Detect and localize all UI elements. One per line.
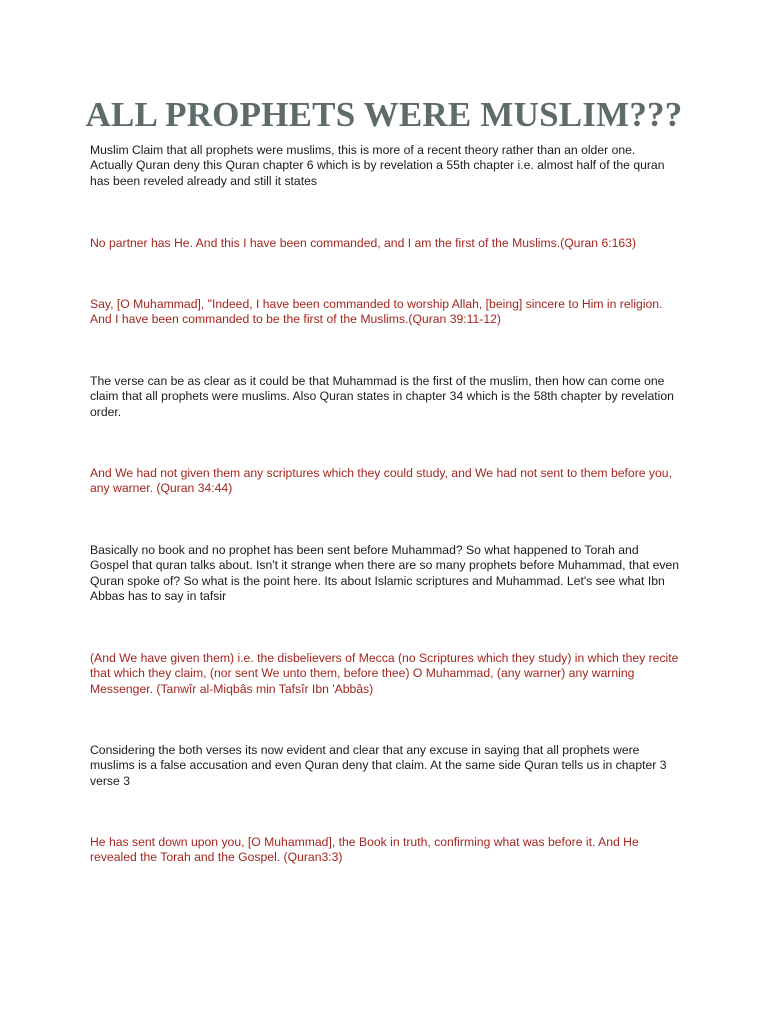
quote-quran-3-3: He has sent down upon you, [O Muhammad], the Book in truth, confirming what was before it. And He revealed the Torah and the Gospel. (Quran3:3)	[90, 835, 639, 865]
body-paragraph-intro: Muslim Claim that all prophets were muslims, this is more of a recent theory rather than an older one. Actually Quran deny this Quran chapter 6 which is by revelation a 55th chapter i.e. almost half of the quran has been reveled already and still it states	[90, 143, 665, 188]
quote-quran-6-163: No partner has He. And this I have been commanded, and I am the first of the Muslims.(Quran 6:163)	[90, 236, 637, 250]
quote-quran-34-44: And We had not given them any scriptures which they could study, and We had not sent to them before you, any warner. (Quran 34:44)	[90, 466, 672, 496]
body-paragraph-first-muslim: The verse can be as clear as it could be that Muhammad is the first of the muslim, then how can come one claim that all prophets were muslims. Also Quran states in chapter 34 which is the 58th chapter by revelation order.	[90, 374, 674, 419]
quote-quran-39-11-12: Say, [O Muhammad], "Indeed, I have been commanded to worship Allah, [being] sincere to Him in religion. And I have been commanded to be the first of the Muslims.(Quran 39:11-12)	[90, 297, 663, 327]
quote-ibn-abbas-tafsir: (And We have given them) i.e. the disbelievers of Mecca (no Scriptures which they study) in which they recite that which they claim, (nor sent We unto them, before thee) O Muhammad, (any warner) any warning Messenger. (Tanwîr al-Miqbâs min Tafsîr Ibn 'Abbâs)	[90, 651, 679, 696]
body-paragraph-conclusion: Considering the both verses its now evident and clear that any excuse in saying that all prophets were muslims is a false accusation and even Quran deny that claim. At the same side Quran tells us in chapter 3 verse 3	[90, 743, 667, 788]
document-title: ALL PROPHETS WERE MUSLIM???	[85, 95, 683, 134]
body-paragraph-torah-gospel: Basically no book and no prophet has been sent before Muhammad? So what happened to Torah and Gospel that quran talks about. Isn't it strange when there are so many prophets before Muhammad, that even Quran spoke of? So what is the point here. Its about Islamic scriptures and Muhammad. Let's see what Ibn Abbas has to say in tafsir	[90, 543, 680, 604]
